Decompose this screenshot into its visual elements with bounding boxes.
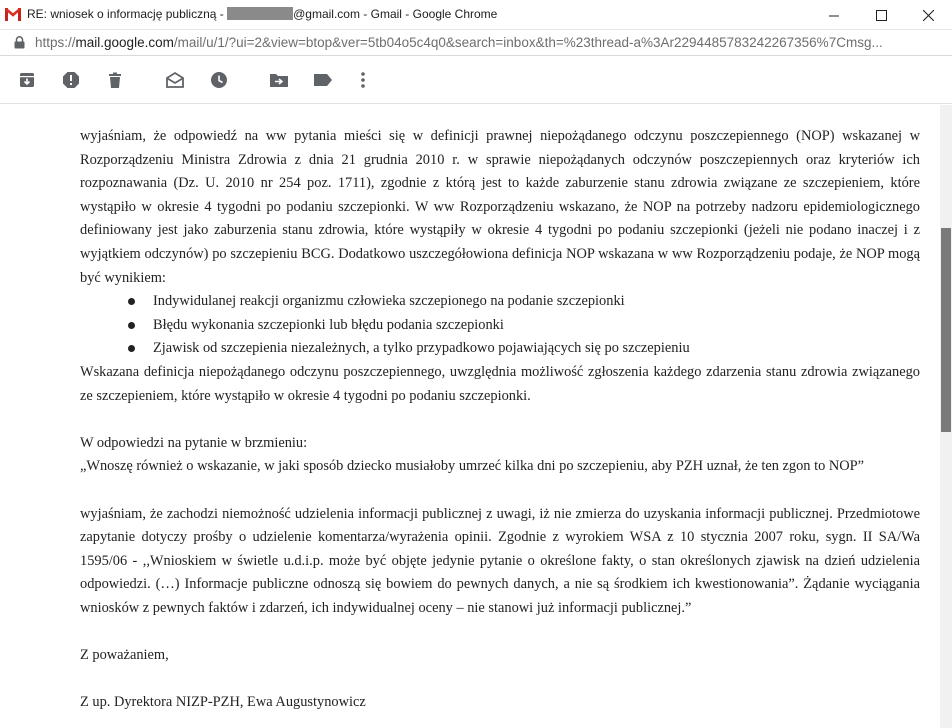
paragraph-question-intro: W odpowiedzi na pytanie w brzmieniu:: [80, 434, 308, 451]
address-bar[interactable]: [0, 30, 952, 56]
more-options-button[interactable]: [352, 69, 374, 91]
labels-icon: [313, 71, 333, 89]
paragraph-refusal: wyjaśniam, że zachodzi niemożność udzielenia informacji publicznej z uwagi, iż nie zmierza do uzyskania informacji publicznej. Przedmiotowe zapytanie dotyczy prośby o udzielenie komentarza/wyrażenia opinii. Zgodnie z wyrokiem WSA z 10 stycznia 2007 roku, sygn. II SA/Wa 1595/06 - ,,Wnioskiem w świetle u.d.i.p. może być objęte jedynie pytanie o określone fakty, o stan określonych zjawisk na dzień udzielenia odpowiedzi. (…) Informacje publiczne odnoszą się bowiem do pewnych danych, a nie są środkiem ich kwestionowania”. Żądanie wyciągania wniosków z pewnych faktów i zdarzeń, ich indywidualnej oceny – nie stanowi już informacji publicznej.”: [80, 505, 920, 616]
delete-icon: [106, 71, 124, 89]
more-vert-icon: [360, 71, 366, 89]
window-titlebar: [0, 0, 952, 30]
minimize-icon: [829, 10, 840, 21]
url-host: mail.google.com: [75, 35, 174, 50]
archive-icon: [18, 71, 36, 89]
archive-button[interactable]: [16, 69, 38, 91]
report-spam-icon: [62, 71, 80, 89]
maximize-button[interactable]: [858, 0, 904, 30]
paragraph-quoted-question: „Wnoszę również o wskazanie, w jaki sposób dziecko musiałoby umrzeć kilka dni po szczepieniu, aby PZH uznał, że ten zgon to NOP”: [80, 458, 865, 475]
url-text[interactable]: [35, 35, 945, 50]
list-item: Zjawisk od szczepienia niezależnych, a tylko przypadkowo pojawiających się po szczepieniu: [153, 337, 920, 361]
mark-unread-button[interactable]: [164, 69, 186, 91]
gmail-logo-icon: [5, 8, 21, 21]
close-icon: [923, 10, 934, 21]
mark-unread-icon: [165, 71, 185, 89]
move-to-icon: [269, 71, 289, 89]
list-item: Indywidulanej reakcji organizmu człowieka szczepionego na podanie szczepionki: [153, 290, 920, 314]
snooze-icon: [210, 71, 228, 89]
message-body: [0, 105, 940, 728]
report-spam-button[interactable]: [60, 69, 82, 91]
nop-causes-list: [80, 290, 920, 361]
close-button[interactable]: [905, 0, 951, 30]
message-text: [80, 125, 920, 715]
window-title: [27, 7, 497, 21]
title-suffix: @gmail.com - Gmail - Google Chrome: [293, 7, 498, 21]
url-path: /mail/u/1/?ui=2&view=btop&ver=5tb04o5c4q0&search=inbox&th=%23thread-a%3Ar2294485783242267356%7Cmsg...: [173, 35, 883, 50]
lock-icon: [14, 36, 25, 49]
delete-button[interactable]: [104, 69, 126, 91]
minimize-button[interactable]: [811, 0, 857, 30]
maximize-icon: [876, 10, 887, 21]
snooze-button[interactable]: [208, 69, 230, 91]
signature: Z up. Dyrektora NIZP-PZH, Ewa Augustynowicz: [80, 694, 366, 711]
scrollbar-thumb[interactable]: [941, 228, 951, 432]
paragraph-nop-definition: wyjaśniam, że odpowiedź na ww pytania mieści się w definicji prawnej niepożądanego odczynu poszczepiennego (NOP) wskazanej w Rozporządzeniu Ministra Zdrowia z dnia 21 grudnia 2010 r. w sprawie niepożądanych odczynów poszczepiennych oraz kryteriów ich rozpoznawania (Dz. U. 2010 nr 254 poz. 1711), zgodnie z którą jest to każde zaburzenie stanu zdrowia związane ze szczepieniem, które wystąpiło w okresie 4 tygodni po podaniu szczepionki. W ww Rozporządzeniu wskazano, że NOP na potrzeby nadzoru epidemiologicznego definiowany jest jako zaburzenia stanu zdrowia, które wystąpiły w okresie 4 tygodni po podaniu szczepionki (jeżeli nie podano inaczej i z wyjątkiem odczynów) po szczepieniu BCG. Dodatkowo uszczegółowiona definicja NOP wskazana w ww Rozporządzeniu podaje, że NOP mogą być wynikiem:: [80, 128, 920, 286]
move-to-button[interactable]: [268, 69, 290, 91]
title-prefix: RE: wniosek o informację publiczną -: [27, 7, 224, 21]
message-toolbar: [0, 57, 952, 104]
labels-button[interactable]: [312, 69, 334, 91]
paragraph-definition-summary: Wskazana definicja niepożądanego odczynu poszczepiennego, uwzględnia możliwość zgłoszenia każdego zdarzenia stanu zdrowia związanego ze szczepieniem, które wystąpiło w okresie 4 tygodni po podaniu szczepionki.: [80, 363, 920, 404]
list-item: Błędu wykonania szczepionki lub błędu podania szczepionki: [153, 314, 920, 338]
redacted-email: [227, 7, 293, 20]
url-scheme: https://: [35, 35, 76, 50]
closing-salutation: Z poważaniem,: [80, 647, 169, 664]
